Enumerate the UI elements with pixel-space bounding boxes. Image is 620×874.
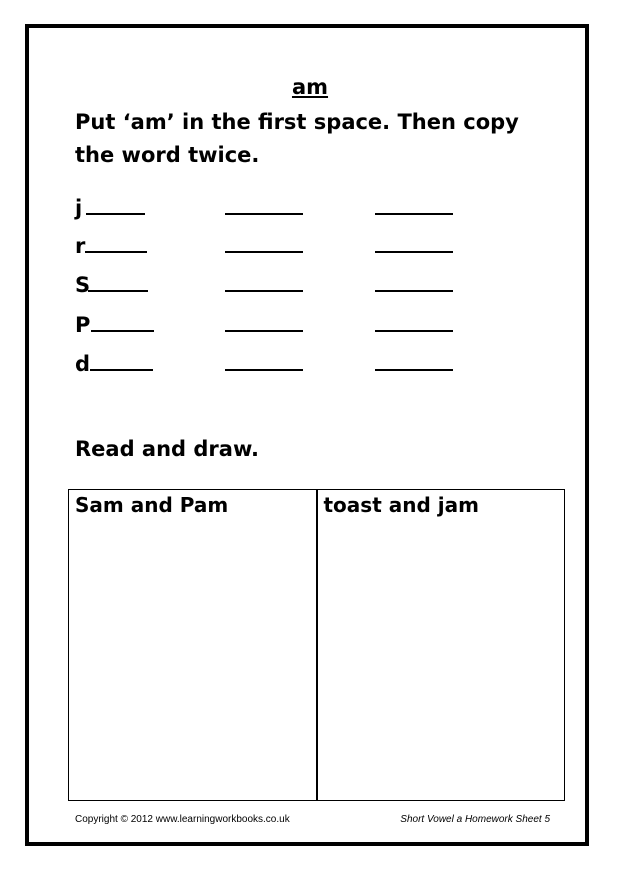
sheet-name: Short Vowel a Homework Sheet 5 — [400, 814, 550, 825]
draw-heading: Read and draw. — [75, 437, 259, 461]
copy-blank-2[interactable] — [375, 369, 453, 371]
drawing-box-toast-and-jam[interactable] — [316, 490, 565, 800]
answer-blank[interactable] — [85, 251, 147, 253]
drawing-box-sam-and-pam[interactable] — [69, 490, 316, 800]
word-start-letter: P — [75, 313, 91, 337]
copy-blank-2[interactable] — [375, 290, 453, 292]
copy-blank-1[interactable] — [225, 251, 303, 253]
word-start-letter: d — [75, 352, 91, 376]
page-title: am — [291, 75, 329, 99]
copy-blank-1[interactable] — [225, 369, 303, 371]
instruction-text: Put ‘am’ in the first space. Then copy the word twice. — [75, 110, 519, 167]
answer-blank[interactable] — [88, 290, 148, 292]
answer-blank[interactable] — [90, 369, 153, 371]
copy-blank-2[interactable] — [375, 213, 453, 215]
copy-blank-2[interactable] — [375, 330, 453, 332]
copy-blank-1[interactable] — [225, 290, 303, 292]
copy-blank-1[interactable] — [225, 330, 303, 332]
answer-blank[interactable] — [86, 213, 145, 215]
drawing-box-label: toast and jam — [323, 493, 479, 517]
word-start-letter: S — [75, 273, 91, 297]
word-start-letter: r — [75, 234, 86, 258]
drawing-box-label: Sam and Pam — [75, 493, 229, 517]
copy-blank-2[interactable] — [375, 251, 453, 253]
copy-blank-1[interactable] — [225, 213, 303, 215]
copyright-text: Copyright © 2012 www.learningworkbooks.co.uk — [75, 814, 290, 825]
word-start-letter: j — [75, 196, 83, 220]
answer-blank[interactable] — [91, 330, 154, 332]
drawing-boxes — [68, 489, 565, 801]
